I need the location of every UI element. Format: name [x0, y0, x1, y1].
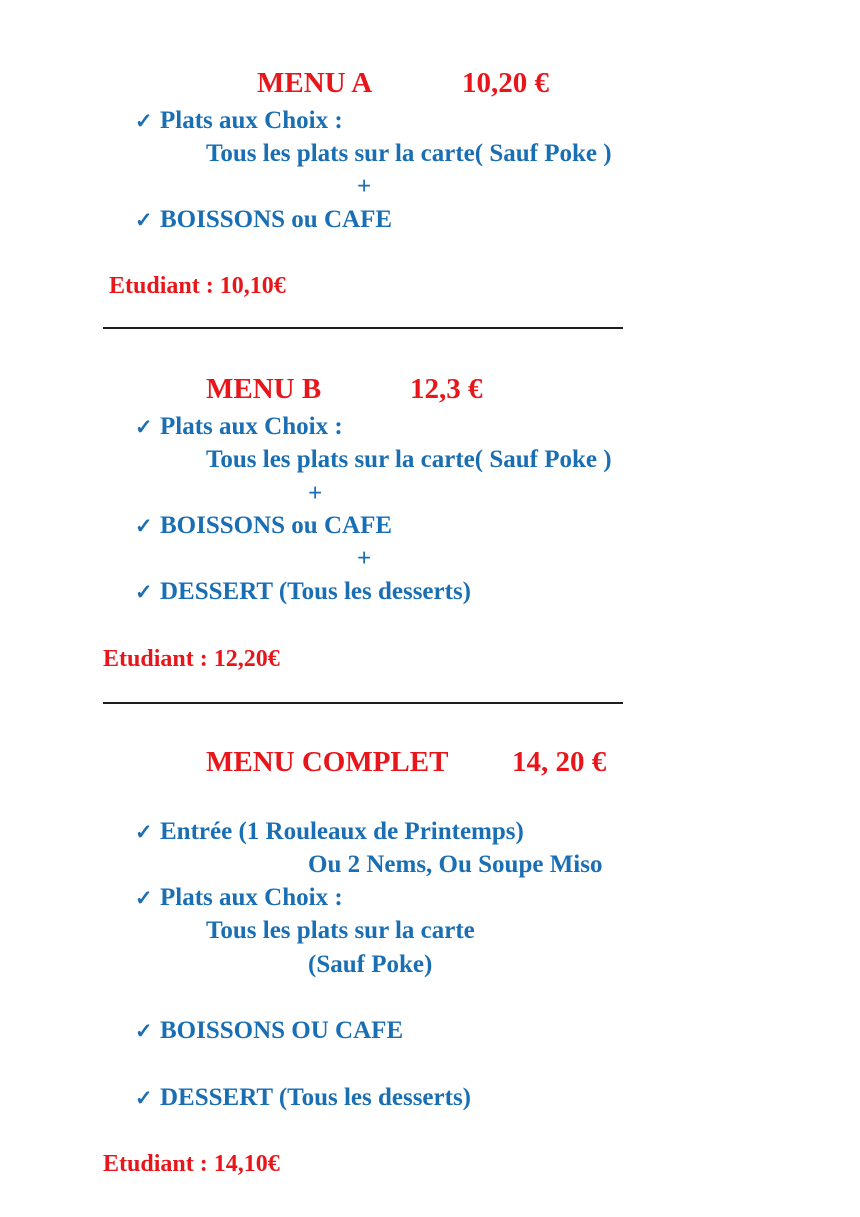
- checkmark-icon: ✓: [135, 514, 153, 538]
- menu-complet-price: 14, 20 €: [512, 746, 607, 778]
- checkmark-icon: ✓: [135, 208, 153, 232]
- menu-b-item-plats: [135, 414, 343, 439]
- menu-b-item-dessert: [135, 579, 471, 604]
- menu-complet-item-entree-label: Entrée (1 Rouleaux de Printemps): [160, 818, 524, 845]
- menu-a-price: 10,20 €: [462, 67, 549, 99]
- checkmark-icon: ✓: [135, 109, 153, 133]
- menu-a-item-plats: [135, 108, 343, 133]
- menu-complet-item-plats: [135, 885, 343, 910]
- checkmark-icon: ✓: [135, 1086, 153, 1110]
- menu-complet-title: MENU COMPLET: [206, 746, 449, 778]
- section-divider: [103, 327, 623, 329]
- menu-a-item-boissons: [135, 207, 392, 232]
- checkmark-icon: ✓: [135, 1019, 153, 1043]
- menu-b-item-boissons-label: BOISSONS ou CAFE: [160, 512, 393, 539]
- menu-a-item-plats-label: Plats aux Choix :: [160, 107, 343, 134]
- menu-complet-item-dessert-label: DESSERT (Tous les desserts): [160, 1084, 471, 1111]
- menu-b-item-dessert-label: DESSERT (Tous les desserts): [160, 578, 471, 605]
- checkmark-icon: ✓: [135, 415, 153, 439]
- menu-a-student-price: Etudiant : 10,10€: [109, 273, 286, 299]
- checkmark-icon: ✓: [135, 580, 153, 604]
- menu-b-item-plats-detail: Tous les plats sur la carte( Sauf Poke ): [206, 446, 612, 473]
- menu-complet-item-boissons-label: BOISSONS OU CAFE: [160, 1017, 404, 1044]
- menu-b-plus-separator-1: +: [308, 480, 323, 507]
- menu-complet-item-dessert: [135, 1085, 471, 1110]
- menu-b-plus-separator-2: +: [357, 545, 372, 572]
- menu-complet-item-boissons: [135, 1018, 403, 1043]
- menu-b-title: MENU B: [206, 373, 322, 405]
- menu-a-item-plats-detail: Tous les plats sur la carte( Sauf Poke ): [206, 140, 612, 167]
- menu-complet-item-plats-detail-2: (Sauf Poke): [308, 951, 433, 978]
- menu-complet-item-plats-label: Plats aux Choix :: [160, 884, 343, 911]
- menu-complet-item-entree: [135, 819, 524, 844]
- menu-complet-item-entree-detail: Ou 2 Nems, Ou Soupe Miso: [308, 851, 603, 878]
- section-divider: [103, 702, 623, 704]
- checkmark-icon: ✓: [135, 820, 153, 844]
- checkmark-icon: ✓: [135, 886, 153, 910]
- menu-a-plus-separator: +: [357, 173, 372, 200]
- menu-b-price: 12,3 €: [410, 373, 483, 405]
- menu-complet-student-price: Etudiant : 14,10€: [103, 1151, 280, 1177]
- menu-b-item-boissons: [135, 513, 392, 538]
- menu-complet-item-plats-detail-1: Tous les plats sur la carte: [206, 917, 475, 944]
- menu-b-item-plats-label: Plats aux Choix :: [160, 413, 343, 440]
- menu-a-title: MENU A: [257, 67, 373, 99]
- menu-a-item-boissons-label: BOISSONS ou CAFE: [160, 206, 393, 233]
- menu-b-student-price: Etudiant : 12,20€: [103, 646, 280, 672]
